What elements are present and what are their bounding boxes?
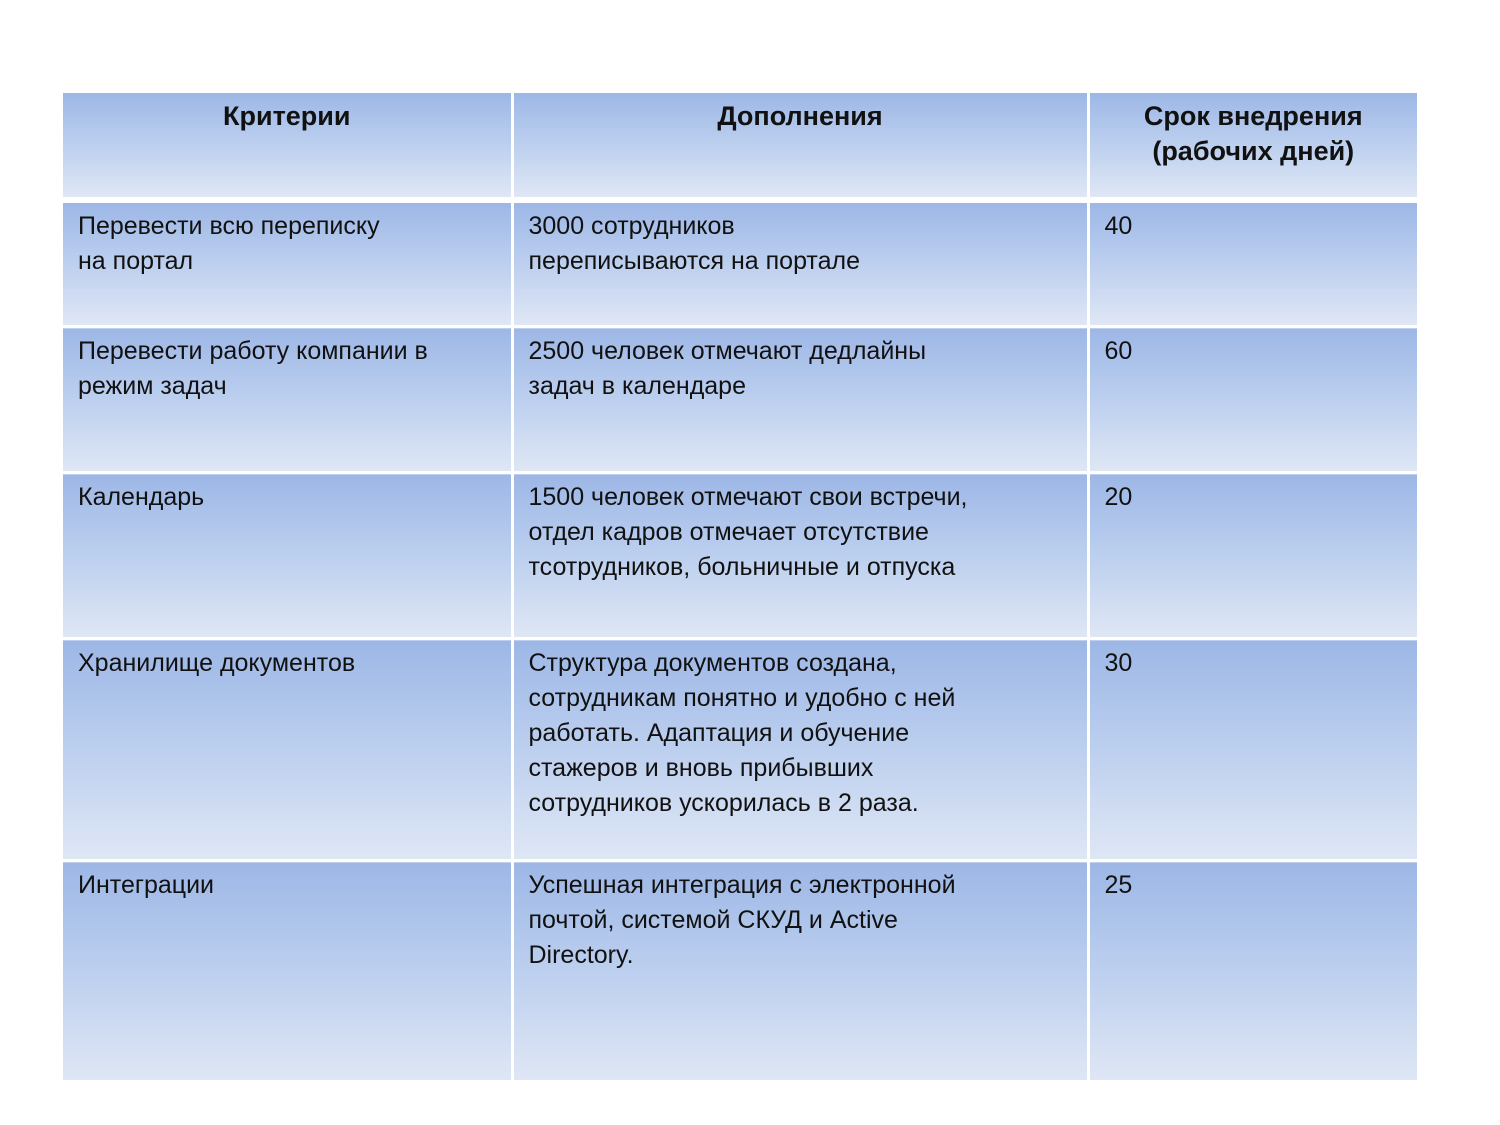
criteria-table [63,93,1417,1080]
table-row [63,327,1417,473]
cell-criterion: Хранилище документов [63,639,512,861]
header-details: Дополнения [512,93,1088,200]
cell-days: 25 [1088,861,1417,1081]
header-deadline: Срок внедрения (рабочих дней) [1088,93,1417,200]
cell-days: 20 [1088,473,1417,639]
table-row [63,473,1417,639]
cell-criterion: Календарь [63,473,512,639]
table-row [63,861,1417,1081]
table-header-row [63,93,1417,200]
table-row [63,200,1417,327]
cell-details: Структура документов создана, сотрудникам понятно и удобно с ней работать. Адаптация и обучение стажеров и вновь прибывших сотрудников ускорилась в 2 раза. [512,639,1088,861]
cell-days: 40 [1088,200,1417,327]
cell-days: 60 [1088,327,1417,473]
cell-criterion: Перевести всю переписку на портал [63,200,512,327]
cell-details: 3000 сотрудников переписываются на портале [512,200,1088,327]
table-row [63,639,1417,861]
header-criteria: Критерии [63,93,512,200]
cell-criterion: Перевести работу компании в режим задач [63,327,512,473]
cell-details: Успешная интеграция с электронной почтой, системой СКУД и Active Directory. [512,861,1088,1081]
cell-criterion: Интеграции [63,861,512,1081]
cell-details: 2500 человек отмечают дедлайны задач в календаре [512,327,1088,473]
cell-details: 1500 человек отмечают свои встречи, отдел кадров отмечает отсутствие тсотрудников, больничные и отпуска [512,473,1088,639]
cell-days: 30 [1088,639,1417,861]
